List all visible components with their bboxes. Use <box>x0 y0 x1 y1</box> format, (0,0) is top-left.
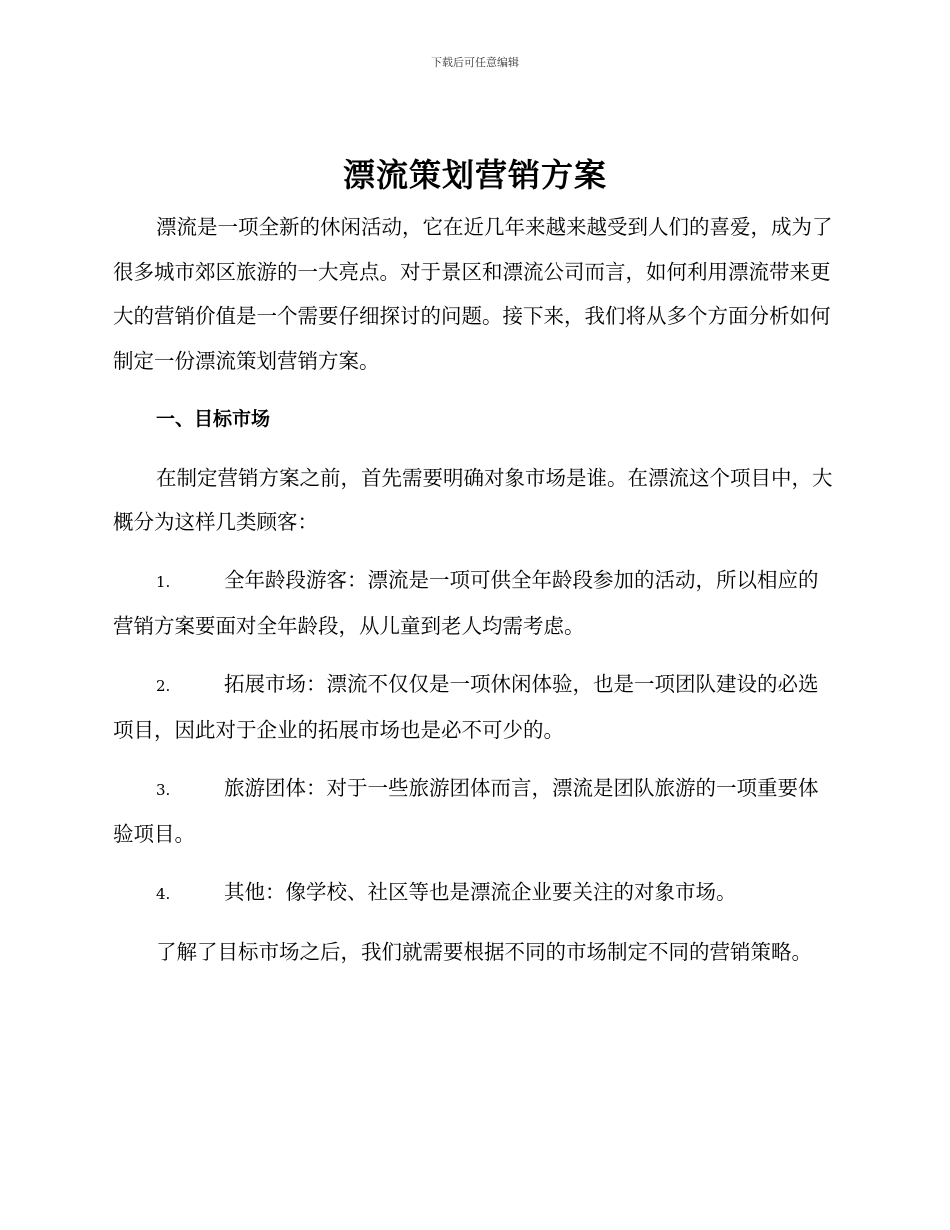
list-text: 旅游团体：对于一些旅游团体而言，漂流是团队旅游的一项重要体验项目。 <box>113 775 819 846</box>
list-item <box>113 870 835 917</box>
intro-paragraph: 漂流是一项全新的休闲活动，它在近几年来越来越受到人们的喜爱，成为了很多城市郊区旅游的一大亮点。对于景区和漂流公司而言，如何利用漂流带来更大的营销价值是一个需要仔细探讨的问题。接下来，我们将从多个方面分析如何制定一份漂流策划营销方案。 <box>113 215 833 373</box>
list-number: 4. <box>156 884 171 903</box>
list-text: 拓展市场：漂流不仅仅是一项休闲体验，也是一项团队建设的必选项目，因此对于企业的拓展市场也是必不可少的。 <box>113 671 819 742</box>
list-item <box>113 558 835 649</box>
list-number: 1. <box>156 572 171 591</box>
list-text: 全年龄段游客：漂流是一项可供全年龄段参加的活动，所以相应的营销方案要面对全年龄段，从儿童到老人均需考虑。 <box>113 567 819 638</box>
section-heading: 一、目标市场 <box>156 408 271 430</box>
list-number: 2. <box>156 676 171 695</box>
list-number: 3. <box>156 780 171 799</box>
list-item <box>113 662 835 753</box>
document-title: 漂流策划营销方案 <box>342 156 607 194</box>
closing-paragraph: 了解了目标市场之后，我们就需要根据不同的市场制定不同的营销策略。 <box>156 940 812 964</box>
list-text: 其他：像学校、社区等也是漂流企业要关注的对象市场。 <box>224 879 737 904</box>
list-item <box>113 766 835 857</box>
header-note: 下载后可任意编辑 <box>431 56 519 69</box>
document-body <box>113 205 835 975</box>
section-intro-paragraph: 在制定营销方案之前，首先需要明确对象市场是谁。在漂流这个项目中，大概分为这样几类顾客： <box>113 465 833 534</box>
